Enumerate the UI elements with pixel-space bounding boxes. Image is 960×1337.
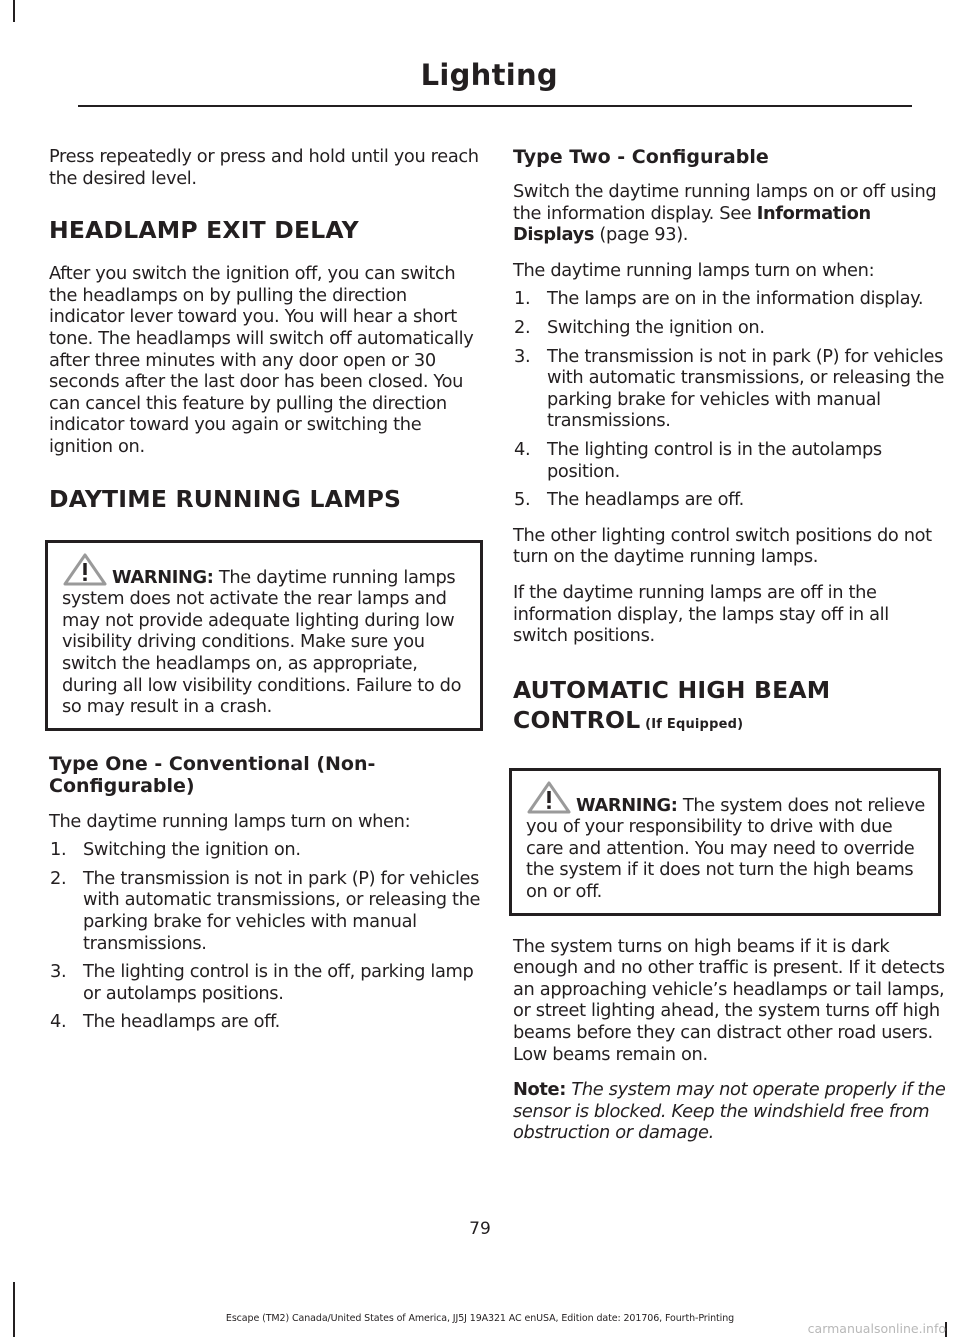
crop-mark-bottom-left <box>13 1282 15 1337</box>
exit-delay-heading: HEADLAMP EXIT DELAY <box>49 216 359 245</box>
right-column <box>513 146 947 1158</box>
list-item <box>49 1011 483 1033</box>
if-equipped-label: (If Equipped) <box>640 716 744 732</box>
step-text: The lighting control is in the autolamps position. <box>547 438 882 482</box>
ahb-heading <box>513 675 947 740</box>
step-text: The transmission is not in park (P) for vehicles with automatic transmissions, or releasing the parking brake for vehicles with manual transmissions. <box>547 345 945 432</box>
step-number: 2. <box>50 867 67 889</box>
ahb-warning-box <box>509 768 941 916</box>
drl-warning-box <box>45 540 483 731</box>
step-number: 1. <box>50 839 67 861</box>
step-text: Switching the ignition on. <box>83 839 301 861</box>
warning-text: The daytime running lamps system does not activate the rear lamps and may not provide adequate lighting during low visibility driving conditions. Make sure you switch the headlamps on, as appropriate, during all low visibility conditions. Failure to do so may result in a crash. <box>62 566 462 718</box>
step-text: The lamps are on in the information display. <box>547 288 924 310</box>
page-number: 79 <box>469 1219 491 1239</box>
warning-label: WARNING: <box>112 566 214 588</box>
list-item <box>513 317 947 339</box>
other-positions-text: The other lighting control switch positions do not turn on the daytime running lamps. <box>513 524 932 568</box>
step-number: 4. <box>50 1011 67 1033</box>
step-number: 3. <box>514 345 531 367</box>
page-header-title: Lighting <box>420 58 558 92</box>
list-item <box>49 868 483 954</box>
step-text: The transmission is not in park (P) for vehicles with automatic transmissions, or releasing the parking brake for vehicles with manual transmissions. <box>83 867 481 954</box>
drl-warning-paragraph <box>62 553 468 718</box>
warning-label: WARNING: <box>576 794 678 816</box>
type-two-text-a: Switch the daytime running lamps on or off using the information display. See <box>513 181 937 224</box>
warning-triangle-icon <box>62 553 108 587</box>
watermark: carmanualsonline.info <box>807 1321 946 1336</box>
list-item <box>49 961 483 1004</box>
footer-edition-info: Escape (TM2) Canada/United States of America, JJ5J 19A321 AC enUSA, Edition date: 201706, Fourth-Printing <box>225 1313 735 1324</box>
list-item <box>513 288 947 310</box>
step-number: 1. <box>514 288 531 310</box>
drl-heading: DAYTIME RUNNING LAMPS <box>49 484 402 513</box>
step-number: 3. <box>50 961 67 983</box>
type-one-heading: Type One - Conventional (Non-Configurable) <box>49 752 376 797</box>
crop-mark-top-left <box>13 0 15 22</box>
type-one-steps <box>49 839 483 1033</box>
off-in-display-text: If the daytime running lamps are off in the information display, the lamps stay off in all switch positions. <box>513 581 889 647</box>
ahb-warning-paragraph <box>526 781 926 903</box>
type-two-heading: Type Two - Configurable <box>513 146 769 168</box>
type-two-text-b: (page 93). <box>594 224 689 246</box>
list-item <box>513 439 947 482</box>
left-column <box>49 146 483 1047</box>
list-item <box>513 489 947 511</box>
exit-delay-text: After you switch the ignition off, you can switch the headlamps on by pulling the direction indicator lever toward you. You will hear a short tone. The headlamps will switch off automatically after three minutes with any door open or 30 seconds after the last door has been closed. You can cancel this feature by pulling the direction indicator toward you again or switching the ignition on. <box>49 263 474 457</box>
ahb-heading-line2: CONTROL <box>513 705 641 734</box>
ahb-heading-line1: AUTOMATIC HIGH BEAM <box>513 675 831 704</box>
type-two-intro: The daytime running lamps turn on when: <box>513 259 875 281</box>
note-text: The system may not operate properly if the sensor is blocked. Keep the windshield free from obstruction or damage. <box>513 1079 946 1144</box>
warning-triangle-icon <box>526 781 572 815</box>
type-two-steps <box>513 288 947 510</box>
step-text: The headlamps are off. <box>547 489 744 511</box>
list-item <box>513 346 947 432</box>
warning-text: The system does not relieve you of your responsibility to drive with due care and attention. You may need to override the system if it does not turn the high beams on or off. <box>526 794 926 903</box>
step-text: The lighting control is in the off, parking lamp or autolamps positions. <box>83 961 474 1004</box>
step-text: The headlamps are off. <box>83 1011 280 1033</box>
list-item <box>49 839 483 861</box>
step-number: 2. <box>514 316 531 338</box>
type-one-intro: The daytime running lamps turn on when: <box>49 810 411 832</box>
information-displays-link[interactable]: Information Displays <box>513 202 871 246</box>
header-rule <box>78 105 912 107</box>
step-text: Switching the ignition on. <box>547 316 765 338</box>
ahb-note <box>513 1079 947 1144</box>
note-label: Note: <box>513 1079 567 1101</box>
ahb-text: The system turns on high beams if it is dark enough and no other traffic is present. If it detects an approaching vehicle’s headlamps or tail lamps, or street lighting ahead, the system turns off high beams before they can distract other road users. Low beams remain on. <box>513 935 945 1065</box>
intro-text: Press repeatedly or press and hold until you reach the desired level. <box>49 146 479 189</box>
type-two-text <box>513 181 947 246</box>
step-number: 4. <box>514 438 531 460</box>
step-number: 5. <box>514 489 531 511</box>
